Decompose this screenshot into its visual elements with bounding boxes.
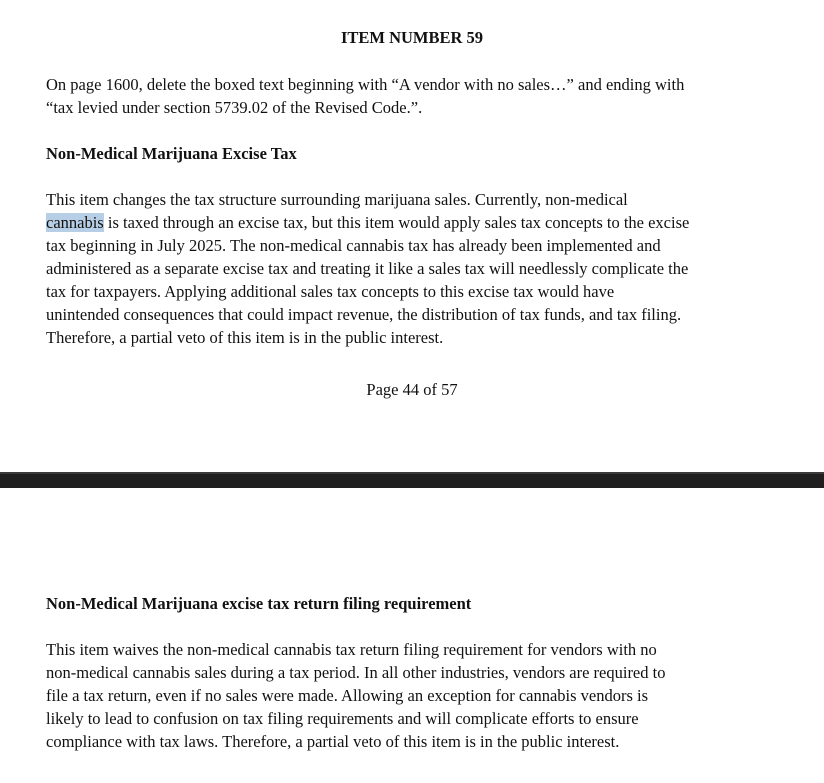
- excise-tax-paragraph: [46, 188, 746, 349]
- body-line: non-medical cannabis sales during a tax period. In all other industries, vendors are required to: [46, 663, 666, 682]
- body-line: This item waives the non-medical cannabis tax return filing requirement for vendors with no: [46, 640, 657, 659]
- page-separator: [0, 472, 824, 488]
- section-title-filing-requirement: Non-Medical Marijuana excise tax return filing requirement: [46, 594, 472, 613]
- body-line: file a tax return, even if no sales were made. Allowing an exception for cannabis vendors is: [46, 686, 649, 705]
- body-line: This item changes the tax structure surrounding marijuana sales. Currently, non-medical: [46, 190, 628, 209]
- body-line: [46, 211, 746, 234]
- item-number-heading: ITEM NUMBER 59: [340, 28, 484, 47]
- intro-line: “tax levied under section 5739.02 of the Revised Code.”.: [46, 98, 423, 117]
- body-line: tax for taxpayers. Applying additional sales tax concepts to this excise tax would have: [46, 282, 615, 301]
- section-title-excise-tax: Non-Medical Marijuana Excise Tax: [46, 144, 297, 163]
- page-number: Page 44 of 57: [366, 380, 458, 399]
- selected-text-highlight[interactable]: cannabis: [46, 213, 104, 232]
- intro-paragraph: [46, 73, 746, 119]
- body-line-rest: is taxed through an excise tax, but this item would apply sales tax concepts to the excise: [103, 213, 690, 232]
- body-line: tax beginning in July 2025. The non-medical cannabis tax has already been implemented and: [46, 236, 661, 255]
- body-line: unintended consequences that could impact revenue, the distribution of tax funds, and tax filing.: [46, 305, 682, 324]
- document-page-45: [0, 488, 824, 783]
- intro-line: On page 1600, delete the boxed text beginning with “A vendor with no sales…” and ending with: [46, 75, 685, 94]
- filing-requirement-paragraph: [46, 638, 746, 753]
- body-line: administered as a separate excise tax and treating it like a sales tax will needlessly complicate the: [46, 259, 689, 278]
- body-line: Therefore, a partial veto of this item is in the public interest.: [46, 328, 444, 347]
- body-line: likely to lead to confusion on tax filing requirements and will complicate efforts to ensure: [46, 709, 639, 728]
- body-line: compliance with tax laws. Therefore, a partial veto of this item is in the public interest.: [46, 732, 620, 751]
